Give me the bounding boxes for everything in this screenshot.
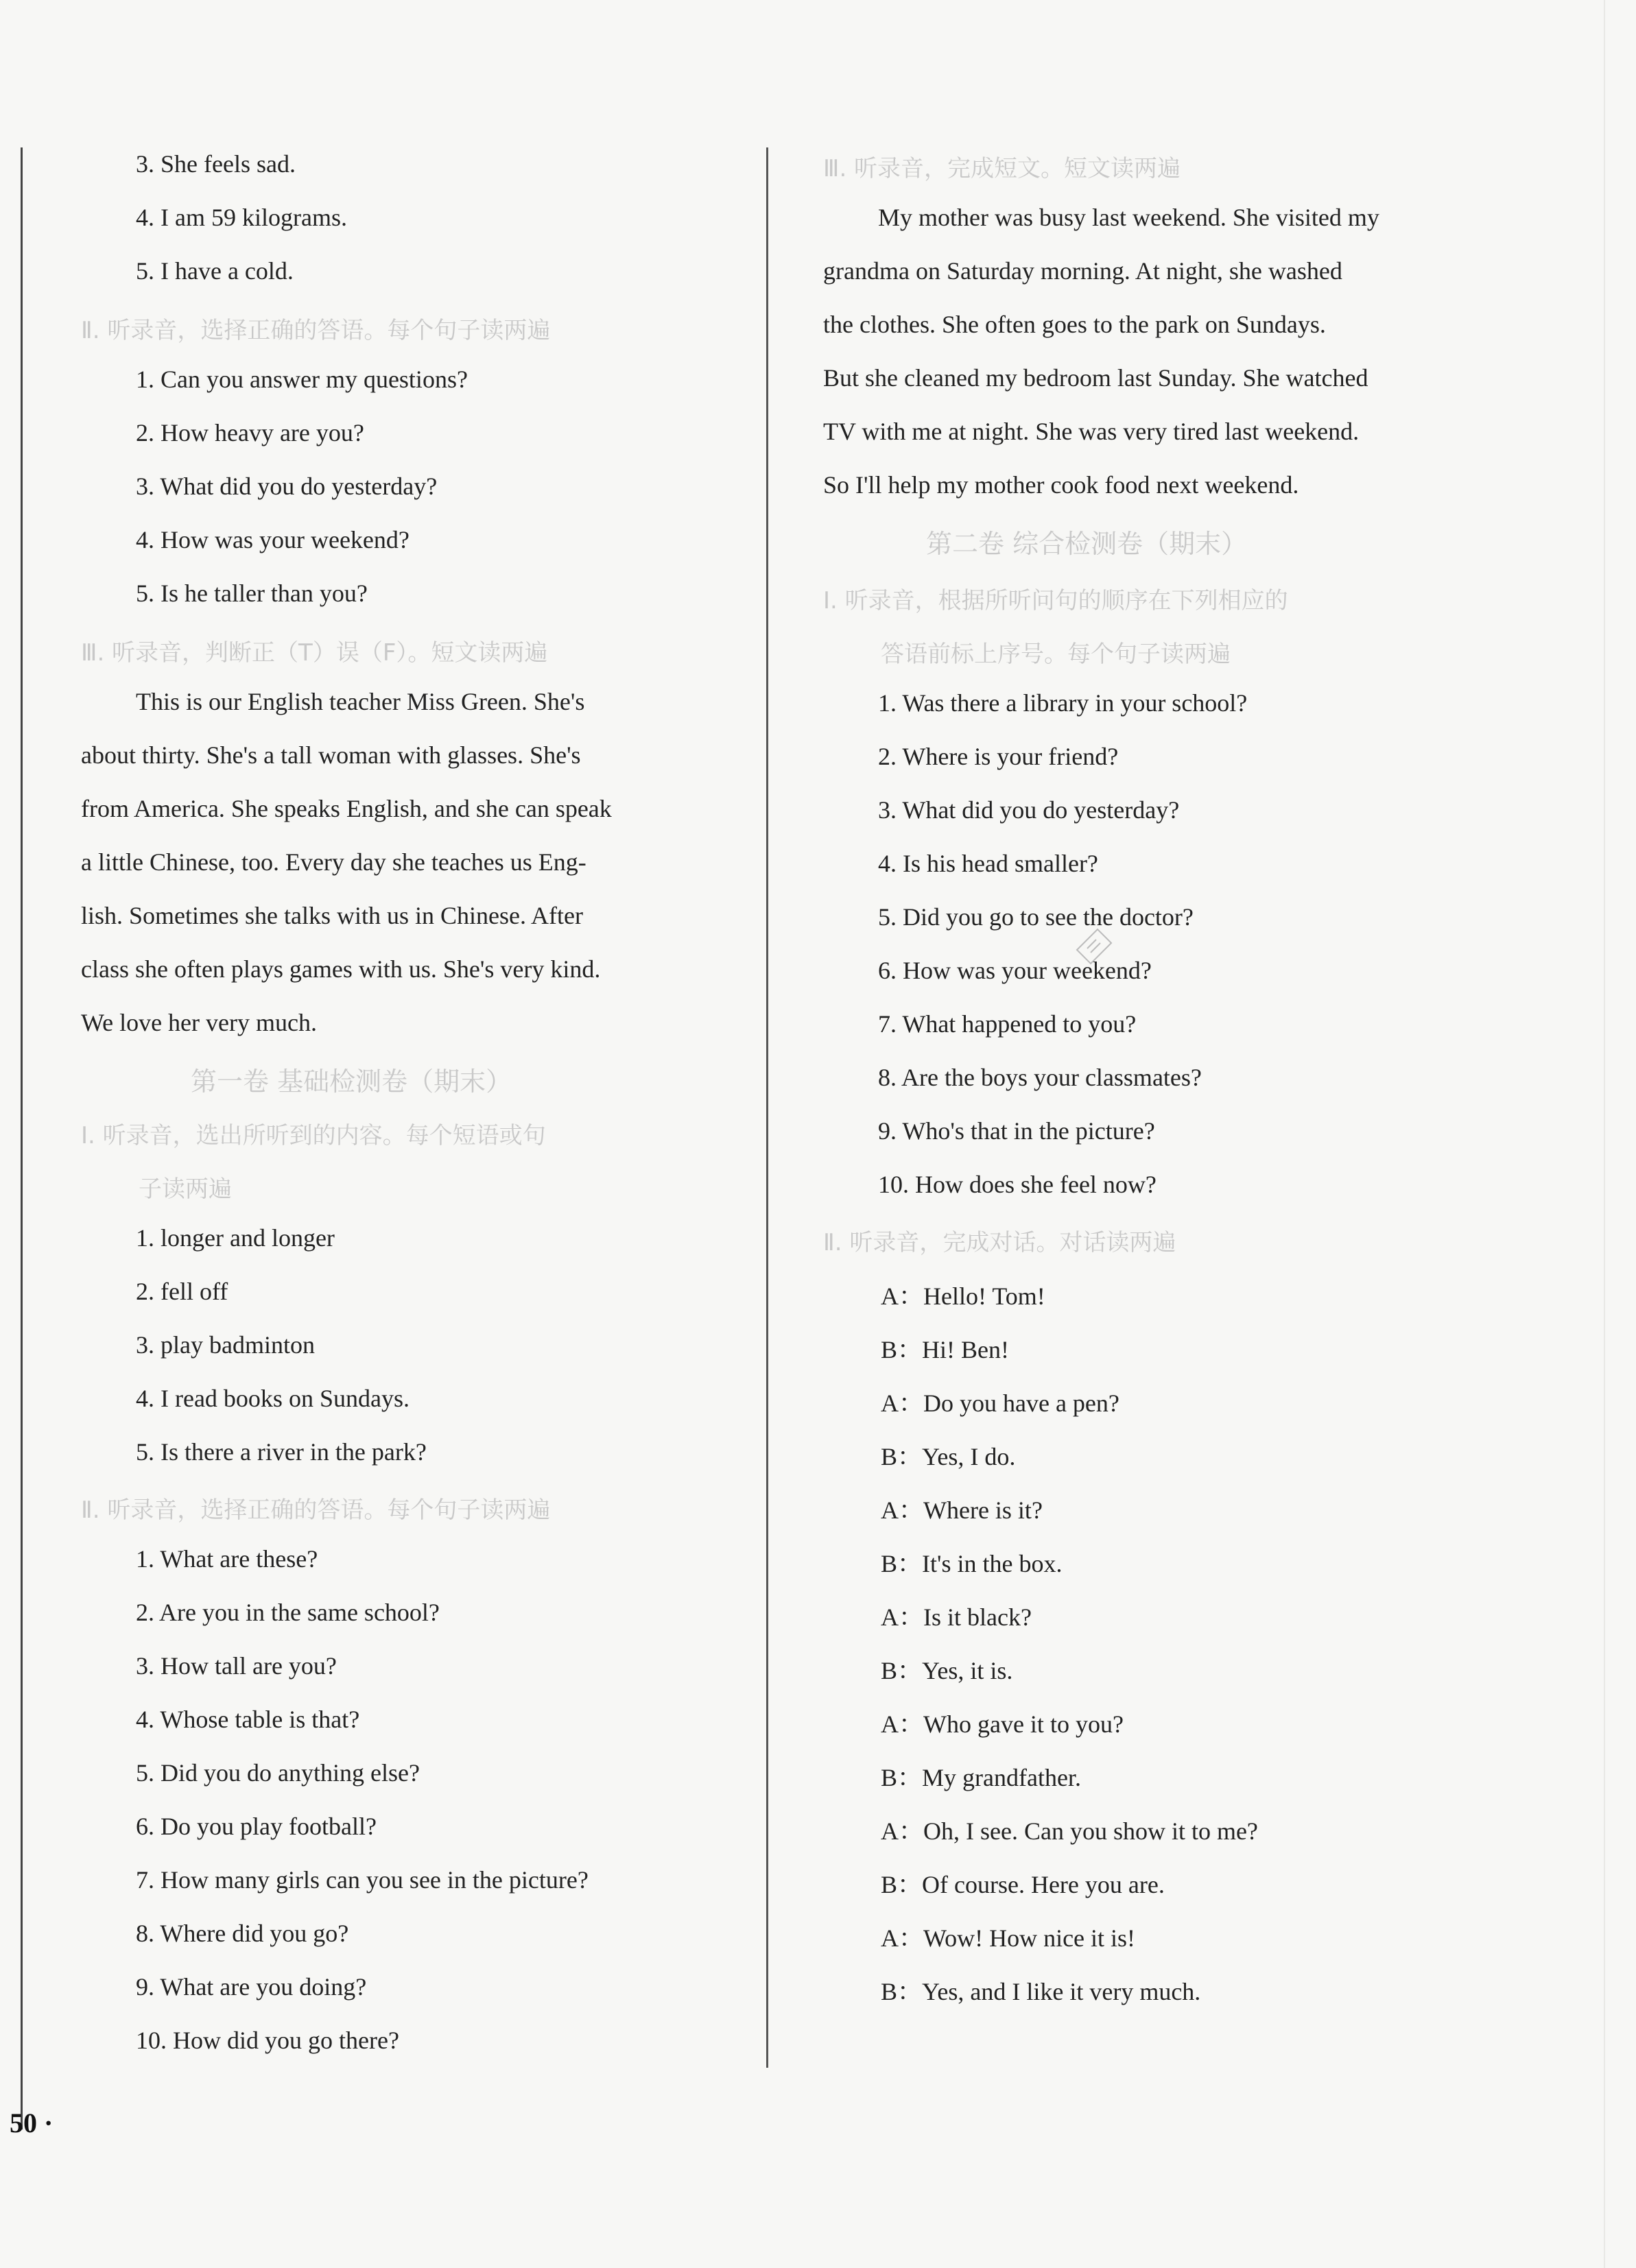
dialogue-line: A：Is it black? <box>881 1603 1032 1631</box>
list-item: 6. How was your weekend? <box>878 957 1152 984</box>
list-item: 9. What are you doing? <box>136 1973 367 2001</box>
dialogue-line: B：Hi! Ben! <box>881 1336 1009 1363</box>
passage-line: This is our English teacher Miss Green. She's <box>136 688 585 715</box>
passage-line: My mother was busy last weekend. She visited my <box>878 204 1379 231</box>
page-number: 50 · <box>10 2108 54 2138</box>
dialogue-line: A：Do you have a pen? <box>881 1389 1119 1417</box>
list-item: 8. Where did you go? <box>136 1920 349 1947</box>
dialogue-line: A：Who gave it to you? <box>881 1710 1124 1738</box>
list-item: 6. Do you play football? <box>136 1813 377 1840</box>
list-item: 1. Can you answer my questions? <box>136 366 468 393</box>
list-item: 5. I have a cold. <box>136 257 294 285</box>
list-item: 1. longer and longer <box>136 1224 335 1252</box>
section-heading: Ⅲ. 听录音，完成短文。短文读两遍 <box>823 155 1181 182</box>
passage-line: about thirty. She's a tall woman with glasses. She's <box>81 741 581 769</box>
list-item: 5. Did you do anything else? <box>136 1759 420 1787</box>
section-heading-continued: 答语前标上序号。每个句子读两遍 <box>881 641 1231 668</box>
dialogue-line: A：Hello! Tom! <box>881 1282 1045 1310</box>
list-item: 3. What did you do yesterday? <box>878 796 1180 824</box>
list-item: 4. I am 59 kilograms. <box>136 204 347 231</box>
section-heading: Ⅰ. 听录音，选出所听到的内容。每个短语或句 <box>81 1122 546 1149</box>
passage-line: lish. Sometimes she talks with us in Chinese. After <box>81 902 583 929</box>
list-item: 3. What did you do yesterday? <box>136 473 438 500</box>
section-heading: Ⅰ. 听录音，根据所听问句的顺序在下列相应的 <box>823 587 1288 614</box>
list-item: 5. Did you go to see the doctor? <box>878 903 1194 931</box>
list-item: 3. play badminton <box>136 1331 315 1359</box>
dialogue-line: A：Oh, I see. Can you show it to me? <box>881 1817 1258 1845</box>
passage-line: class she often plays games with us. She's very kind. <box>81 955 601 983</box>
list-item: 2. Where is your friend? <box>878 743 1119 770</box>
passage-line: We love her very much. <box>81 1009 317 1036</box>
list-item: 4. Whose table is that? <box>136 1706 360 1733</box>
list-item: 10. How did you go there? <box>136 2027 399 2054</box>
passage-line: a little Chinese, too. Every day she teaches us Eng- <box>81 848 586 876</box>
left-margin-rule <box>21 147 23 2129</box>
dialogue-line: B：Yes, and I like it very much. <box>881 1978 1201 2005</box>
page-edge-rule <box>1604 0 1605 2268</box>
section-heading-continued: 子读两遍 <box>139 1175 232 1203</box>
passage-line: But she cleaned my bedroom last Sunday. She watched <box>823 364 1368 392</box>
passage-line: grandma on Saturday morning. At night, she washed <box>823 257 1342 285</box>
passage-line: TV with me at night. She was very tired last weekend. <box>823 418 1360 445</box>
list-item: 8. Are the boys your classmates? <box>878 1064 1202 1091</box>
list-item: 4. I read books on Sundays. <box>136 1385 410 1412</box>
stamp-mark-icon <box>1070 922 1118 970</box>
dialogue-line: A：Wow! How nice it is! <box>881 1924 1136 1952</box>
section-heading: Ⅱ. 听录音，选择正确的答语。每个句子读两遍 <box>81 1496 551 1524</box>
volume-title: 第二卷 综合检测卷（期末） <box>926 529 1248 559</box>
passage-line: from America. She speaks English, and she can speak <box>81 795 612 822</box>
dialogue-line: B：It's in the box. <box>881 1550 1063 1577</box>
list-item: 4. How was your weekend? <box>136 526 410 553</box>
list-item: 10. How does she feel now? <box>878 1171 1157 1198</box>
dialogue-line: B：Yes, it is. <box>881 1657 1013 1684</box>
column-divider <box>766 147 768 2068</box>
list-item: 1. Was there a library in your school? <box>878 689 1248 717</box>
passage-line: So I'll help my mother cook food next weekend. <box>823 471 1299 499</box>
section-heading: Ⅲ. 听录音，判断正（T）误（F）。短文读两遍 <box>81 639 548 667</box>
volume-title: 第一卷 基础检测卷（期末） <box>191 1066 512 1097</box>
section-heading: Ⅱ. 听录音，选择正确的答语。每个句子读两遍 <box>81 317 551 344</box>
section-heading: Ⅱ. 听录音，完成对话。对话读两遍 <box>823 1229 1176 1256</box>
list-item: 5. Is he taller than you? <box>136 580 368 607</box>
list-item: 2. fell off <box>136 1278 228 1305</box>
list-item: 2. Are you in the same school? <box>136 1599 440 1626</box>
dialogue-line: A：Where is it? <box>881 1496 1043 1524</box>
dialogue-line: B：My grandfather. <box>881 1764 1081 1791</box>
passage-line: the clothes. She often goes to the park on Sundays. <box>823 311 1326 338</box>
list-item: 7. How many girls can you see in the picture? <box>136 1866 589 1894</box>
list-item: 1. What are these? <box>136 1545 318 1573</box>
dialogue-line: B：Yes, I do. <box>881 1443 1016 1470</box>
dialogue-line: B：Of course. Here you are. <box>881 1871 1165 1898</box>
list-item: 5. Is there a river in the park? <box>136 1438 427 1466</box>
list-item: 2. How heavy are you? <box>136 419 364 446</box>
list-item: 9. Who's that in the picture? <box>878 1117 1155 1145</box>
list-item: 3. She feels sad. <box>136 150 296 178</box>
list-item: 7. What happened to you? <box>878 1010 1137 1038</box>
list-item: 3. How tall are you? <box>136 1652 337 1680</box>
list-item: 4. Is his head smaller? <box>878 850 1098 877</box>
